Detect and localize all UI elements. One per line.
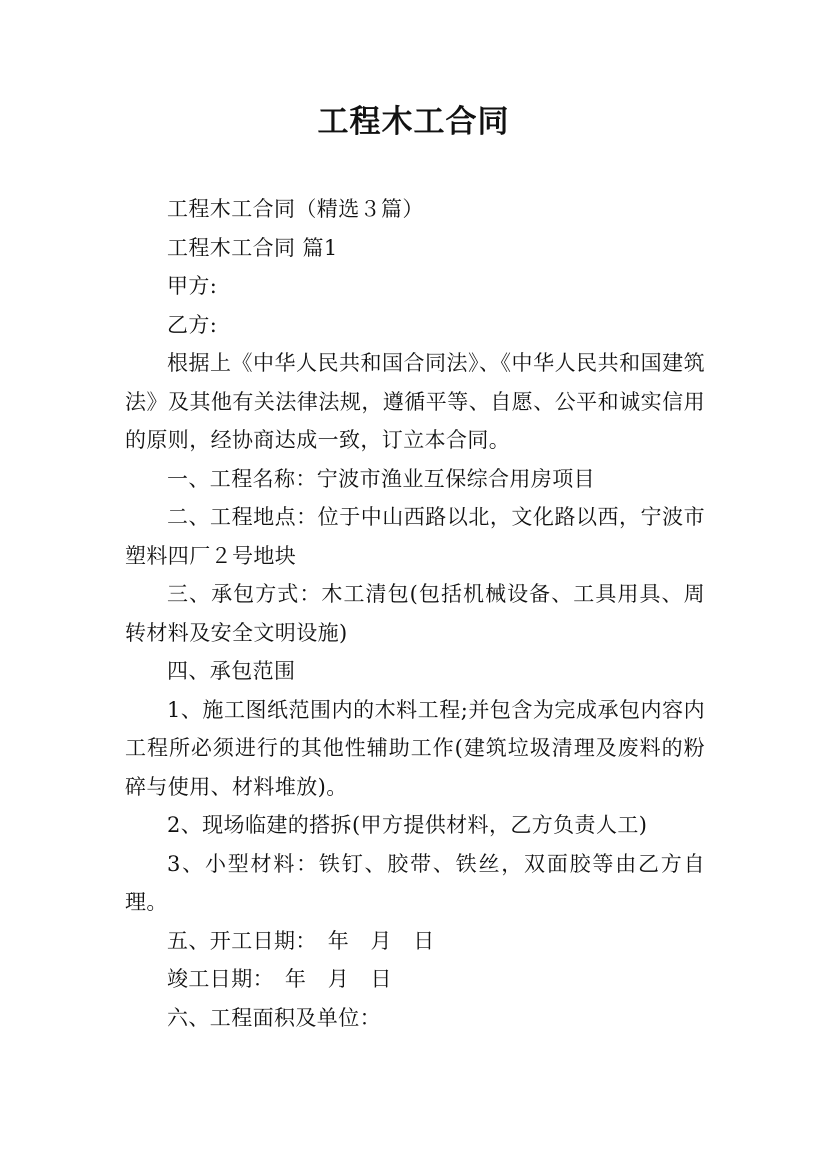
paragraph-project-name: 一、工程名称：宁波市渔业互保综合用房项目 [167, 466, 595, 491]
paragraph-section-heading: 工程木工合同 篇1 [167, 235, 338, 260]
paragraph-scope-item-2: 2、现场临建的搭拆(甲方提供材料，乙方负责人工) [167, 813, 648, 837]
paragraph-start-date: 五、开工日期： 年 月 日 [167, 928, 435, 953]
document-title: 工程木工合同 [317, 104, 510, 140]
paragraph-area-and-unit: 六、工程面积及单位： [167, 1005, 381, 1030]
document-body [125, 190, 705, 1037]
paragraph-preamble: 根据上《中华人民共和国合同法》、《中华人民共和国建筑法》及其他有关法律法规，遵循平等、自愿、公平和诚实信用的原则，经协商达成一致，订立本合同。 [125, 351, 705, 452]
paragraph-scope-item-1: 1、施工图纸范围内的木料工程;并包含为完成承包内容内工程所必须进行的其他性辅助工作(建筑垃圾清理及废料的粉碎与使用、材料堆放)。 [125, 697, 705, 799]
paragraph-completion-date: 竣工日期： 年 月 日 [167, 967, 392, 991]
paragraph-project-location: 二、工程地点：位于中山西路以北，文化路以西，宁波市塑料四厂２号地块 [125, 505, 705, 568]
paragraph-subtitle: 工程木工合同（精选３篇） [167, 197, 424, 221]
paragraph-contract-method: 三、承包方式：木工清包(包括机械设备、工具用具、周转材料及安全文明设施) [125, 582, 705, 645]
paragraph-scope-heading: 四、承包范围 [167, 659, 296, 683]
paragraph-party-a: 甲方: [167, 274, 218, 298]
paragraph-party-b: 乙方: [167, 312, 218, 337]
paragraph-scope-item-3: 3、小型材料：铁钉、胶带、铁丝，双面胶等由乙方自理。 [125, 851, 705, 914]
